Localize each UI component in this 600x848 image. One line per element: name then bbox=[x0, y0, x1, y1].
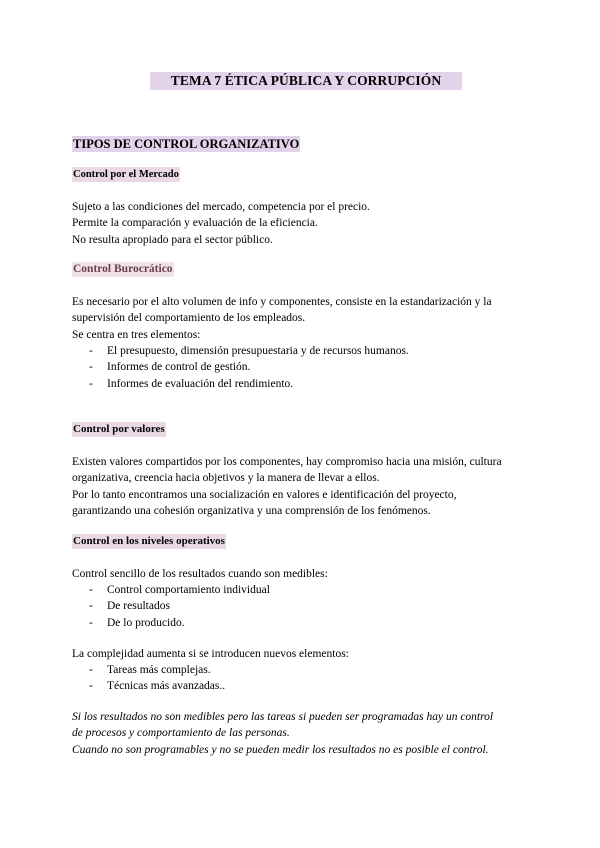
text-line: garantizando una cohesión organizativa y una comprensión de los fenómenos. bbox=[72, 505, 431, 518]
operativos-intro: Control sencillo de los resultados cuando son medibles: bbox=[72, 568, 328, 580]
text-line: No resulta apropiado para el sector público. bbox=[72, 233, 273, 246]
mercado-paragraph bbox=[72, 199, 532, 248]
heading-control-operativos: Control en los niveles operativos bbox=[73, 535, 225, 547]
text-line: Es necesario por el alto volumen de info y componentes, consiste en la estandarización y la bbox=[72, 296, 492, 308]
text-line: de procesos y comportamiento de las personas. bbox=[72, 727, 290, 740]
italic-note bbox=[72, 709, 532, 758]
text-line: Existen valores compartidos por los componentes, hay compromiso hacia una misión, cultura bbox=[72, 456, 502, 468]
list-item: - Informes de control de gestión. bbox=[89, 361, 251, 374]
text-line: organizativa, creencia hacia objetivos y la manera de llevar a ellos. bbox=[72, 472, 380, 485]
valores-paragraph bbox=[72, 454, 532, 520]
complejidad-list bbox=[89, 662, 225, 695]
section-heading: TIPOS DE CONTROL ORGANIZATIVO bbox=[73, 137, 300, 151]
heading-control-mercado: Control por el Mercado bbox=[73, 169, 179, 180]
text-line: Cuando no son programables y no se pueden medir los resultados no es posible el control. bbox=[72, 743, 489, 756]
list-item: - Control comportamiento individual bbox=[89, 584, 270, 596]
text-line: Por lo tanto encontramos una socialización en valores e identificación del proyecto, bbox=[72, 488, 457, 501]
list-item: - El presupuesto, dimensión presupuestaria y de recursos humanos. bbox=[89, 345, 409, 357]
text-line: supervisión del comportamiento de los empleados. bbox=[72, 312, 306, 325]
page-title: TEMA 7 ÉTICA PÚBLICA Y CORRUPCIÓN bbox=[170, 73, 442, 88]
list-item: - Técnicas más avanzadas.. bbox=[89, 680, 226, 693]
heading-control-valores: Control por valores bbox=[73, 423, 165, 435]
text-line: Sujeto a las condiciones del mercado, competencia por el precio. bbox=[72, 201, 370, 213]
burocratico-paragraph bbox=[72, 294, 532, 343]
list-item: - Informes de evaluación del rendimiento. bbox=[89, 377, 294, 390]
list-item: - De resultados bbox=[89, 600, 170, 613]
heading-control-burocratico: Control Burocrático bbox=[73, 263, 173, 275]
list-item: - Tareas más complejas. bbox=[89, 664, 211, 676]
operativos-list bbox=[89, 582, 270, 631]
text-line: Permite la comparación y evaluación de la eficiencia. bbox=[72, 217, 318, 230]
complejidad-text: La complejidad aumenta si se introducen nuevos elementos: bbox=[72, 648, 349, 660]
burocratico-list bbox=[89, 343, 409, 392]
list-item: - De lo producido. bbox=[89, 616, 185, 629]
text-line: Se centra en tres elementos: bbox=[72, 328, 201, 341]
text-line: Si los resultados no son medibles pero las tareas si pueden ser programadas hay un control bbox=[72, 711, 494, 723]
